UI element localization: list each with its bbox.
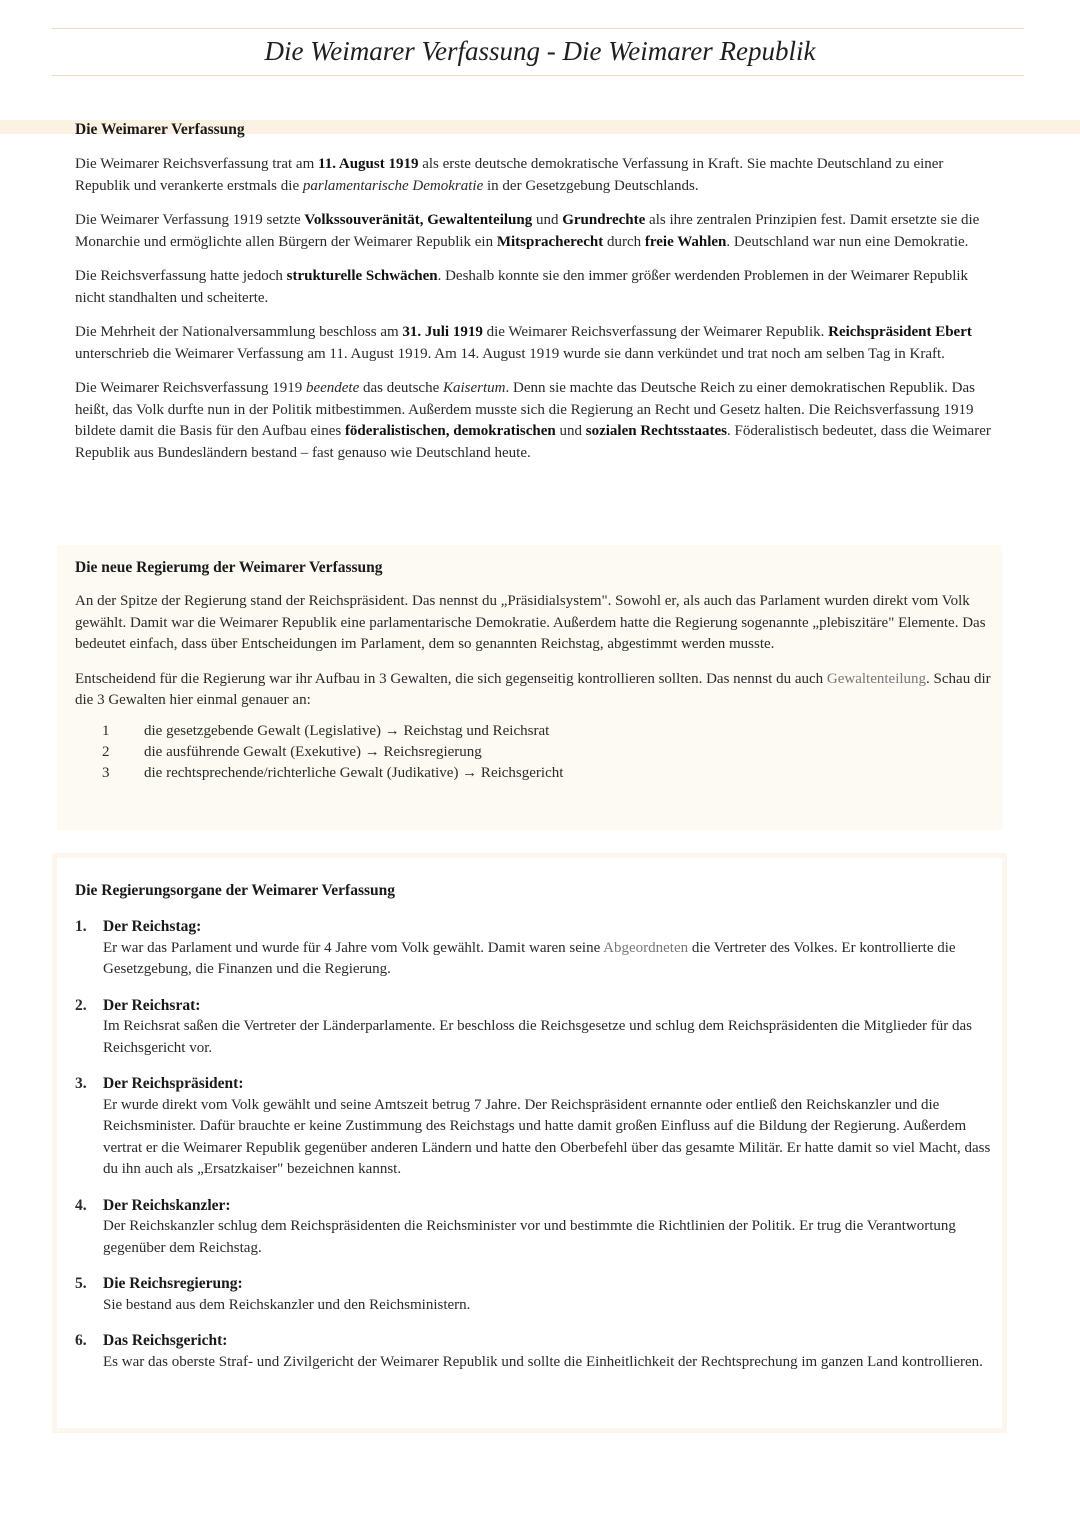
- organ-title: Der Reichspräsident:: [103, 1075, 244, 1092]
- organ-item: 5. Die Reichsregierung: Sie bestand aus dem Reichskanzler und den Reichsministern.: [75, 1273, 992, 1316]
- organ-item: 2. Der Reichsrat: Im Reichsrat saßen die Vertreter der Länderparlamente. Er beschloss die Reichsgesetze und schlug dem Reichspräsidenten die Mitglieder für das Reichsgericht vor.: [75, 995, 992, 1060]
- organ-title: Das Reichsgericht:: [103, 1332, 228, 1349]
- paragraph: Die Reichsverfassung hatte jedoch strukturelle Schwächen. Deshalb konnte sie den immer größer werdenden Problemen in der Weimarer Republik nicht standhalten und scheiterte.: [75, 268, 969, 306]
- organ-list: [75, 916, 992, 1373]
- organ-text: Er wurde direkt vom Volk gewählt und seine Amtszeit betrug 7 Jahre. Der Reichspräsident ernannte oder entließ den Reichskanzler und die Reichsminister. Dafür brauchte er keine Zustimmung des Reichstags und hatte damit großen Einfluss auf die Bildung der Regierung. Außerdem vertrat er die Weimarer Republik gegenüber anderen Ländern und hatte den Oberbefehl über das gesamte Militär. Er hatte damit so viel Macht, dass du ihn auch als „Ersatzkaiser" bezeichnen kannst.: [103, 1096, 991, 1177]
- organ-item: 4. Der Reichskanzler: Der Reichskanzler schlug dem Reichspräsidenten die Reichsminister vor und bestimmte die Richtlinien der Politik. Er trug die Verantwortung gegenüber dem Reichstag.: [75, 1195, 992, 1260]
- section-heading: Die Regierungsorgane der Weimarer Verfassung: [75, 882, 396, 899]
- organ-item: 6. Das Reichsgericht: Es war das oberste Straf- und Zivilgericht der Weimarer Republik und sollte die Einheitlichkeit der Rechtsprechung im ganzen Land kontrollieren.: [75, 1330, 992, 1373]
- section-heading: Die neue Regierumg der Weimarer Verfassung: [75, 559, 383, 576]
- organ-title: Die Reichsregierung:: [103, 1275, 243, 1292]
- organ-item: 1. Der Reichstag: Er war das Parlament und wurde für 4 Jahre vom Volk gewählt. Damit waren seine Abgeordneten die Vertreter des Volkes. Er kontrollierte die Gesetzgebung, die Finanzen und die Regierung.: [75, 916, 992, 981]
- organ-text: Es war das oberste Straf- und Zivilgericht der Weimarer Republik und sollte die Einheitlichkeit der Rechtsprechung im ganzen Land kontrollieren.: [103, 1353, 983, 1370]
- title-underline-rule: [52, 75, 1024, 76]
- section-heading: Die Weimarer Verfassung: [75, 121, 245, 138]
- paragraph: Die Weimarer Verfassung 1919 setzte Volkssouveränität, Gewaltenteilung und Grundrechte als ihre zentralen Prinzipien fest. Damit ersetzte sie die Monarchie und ermöglichte allen Bürgern der Weimarer Republik ein Mitspracherecht durch freie Wahlen. Deutschland war nun eine Demokratie.: [75, 212, 980, 250]
- organ-title: Der Reichskanzler:: [103, 1196, 231, 1214]
- paragraph: Die Weimarer Reichsverfassung 1919 beendete das deutsche Kaisertum. Denn sie machte das Deutsche Reich zu einer demokratischen Republik. Das heißt, das Volk durfte nun in der Politik mitbestimmen. Außerdem musste sich die Regierung an Recht und Gesetz halten. Die Reichsverfassung 1919 bildete damit die Basis für den Aufbau eines föderalistischen, demokratischen und sozialen Rechtsstaates. Föderalistisch bedeutet, dass die Weimarer Republik aus Bundesländern bestand – fast genauso wie Deutschland heute.: [75, 380, 991, 461]
- list-item: 2 die ausführende Gewalt (Exekutive) → Reichsregierung: [102, 743, 482, 760]
- list-item: 1 die gesetzgebende Gewalt (Legislative) → Reichstag und Reichsrat: [102, 722, 550, 739]
- section-weimarer-verfassung: [0, 120, 1080, 522]
- paragraph: Die Mehrheit der Nationalversammlung beschloss am 31. Juli 1919 die Weimarer Reichsverfassung der Weimarer Republik. Reichspräsident Ebert unterschrieb die Weimarer Verfassung am 11. August 1919. Am 14. August 1919 wurde sie dann verkündet und trat noch am selben Tag in Kraft.: [75, 324, 972, 362]
- organ-text: Sie bestand aus dem Reichskanzler und den Reichsministern.: [103, 1296, 471, 1313]
- paragraph: An der Spitze der Regierung stand der Reichspräsident. Das nennst du „Präsidialsystem". Sowohl er, als auch das Parlament wurden direkt vom Volk gewählt. Damit war die Weimarer Republik eine parlamentarische Demokratie. Außerdem hatte die Regierung sogenannte „plebiszitäre" Elemente. Das bedeutet einfach, dass über Entscheidungen im Parlament, dem so genannten Reichstag, abgestimmt werden musste.: [75, 593, 986, 652]
- organ-item: 3. Der Reichspräsident: Er wurde direkt vom Volk gewählt und seine Amtszeit betrug 7 Jahre. Der Reichspräsident ernannte oder entließ den Reichskanzler und die Reichsminister. Dafür brauchte er keine Zustimmung des Reichstags und hatte damit großen Einfluss auf die Bildung der Regierung. Außerdem vertrat er die Weimarer Republik gegenüber anderen Ländern und hatte den Oberbefehl über das gesamte Militär. Er hatte damit so viel Macht, dass du ihn auch als „Ersatzkaiser" bezeichnen kannst.: [75, 1073, 992, 1181]
- organ-text: Im Reichsrat saßen die Vertreter der Länderparlamente. Er beschloss die Reichsgesetze und schlug dem Reichspräsidenten die Mitglieder für das Reichsgericht vor.: [103, 1018, 973, 1056]
- top-rule: [52, 28, 1024, 29]
- list-item: 3 die rechtsprechende/richterliche Gewalt (Judikative) → Reichsgericht: [102, 764, 564, 781]
- paragraph: Die Weimarer Reichsverfassung trat am 11. August 1919 als erste deutsche demokratische Verfassung in Kraft. Sie machte Deutschland zu einer Republik und verankerte erstmals die parlamentarische Demokratie in der Gesetzgebung Deutschlands.: [75, 156, 944, 194]
- organ-text: Der Reichskanzler schlug dem Reichspräsidenten die Reichsminister vor und bestimmte die Richtlinien der Politik. Er trug die Verantwortung gegenüber dem Reichstag.: [103, 1218, 956, 1256]
- organ-title: Der Reichsrat:: [103, 996, 201, 1014]
- page-title: Die Weimarer Verfassung - Die Weimarer Republik: [264, 36, 816, 66]
- section-regierungsorgane: [57, 858, 1002, 1428]
- organ-title: Der Reichstag:: [103, 918, 202, 935]
- gewalten-list: [75, 721, 994, 784]
- section-neue-regierung: [57, 545, 1002, 830]
- paragraph: Entscheidend für die Regierung war ihr Aufbau in 3 Gewalten, die sich gegenseitig kontrollieren sollten. Das nennst du auch Gewaltenteilung. Schau dir die 3 Gewalten hier einmal genauer an:: [75, 670, 991, 708]
- organ-text: Er war das Parlament und wurde für 4 Jahre vom Volk gewählt. Damit waren seine Abgeordneten die Vertreter des Volkes. Er kontrollierte die Gesetzgebung, die Finanzen und die Regierung.: [103, 939, 956, 977]
